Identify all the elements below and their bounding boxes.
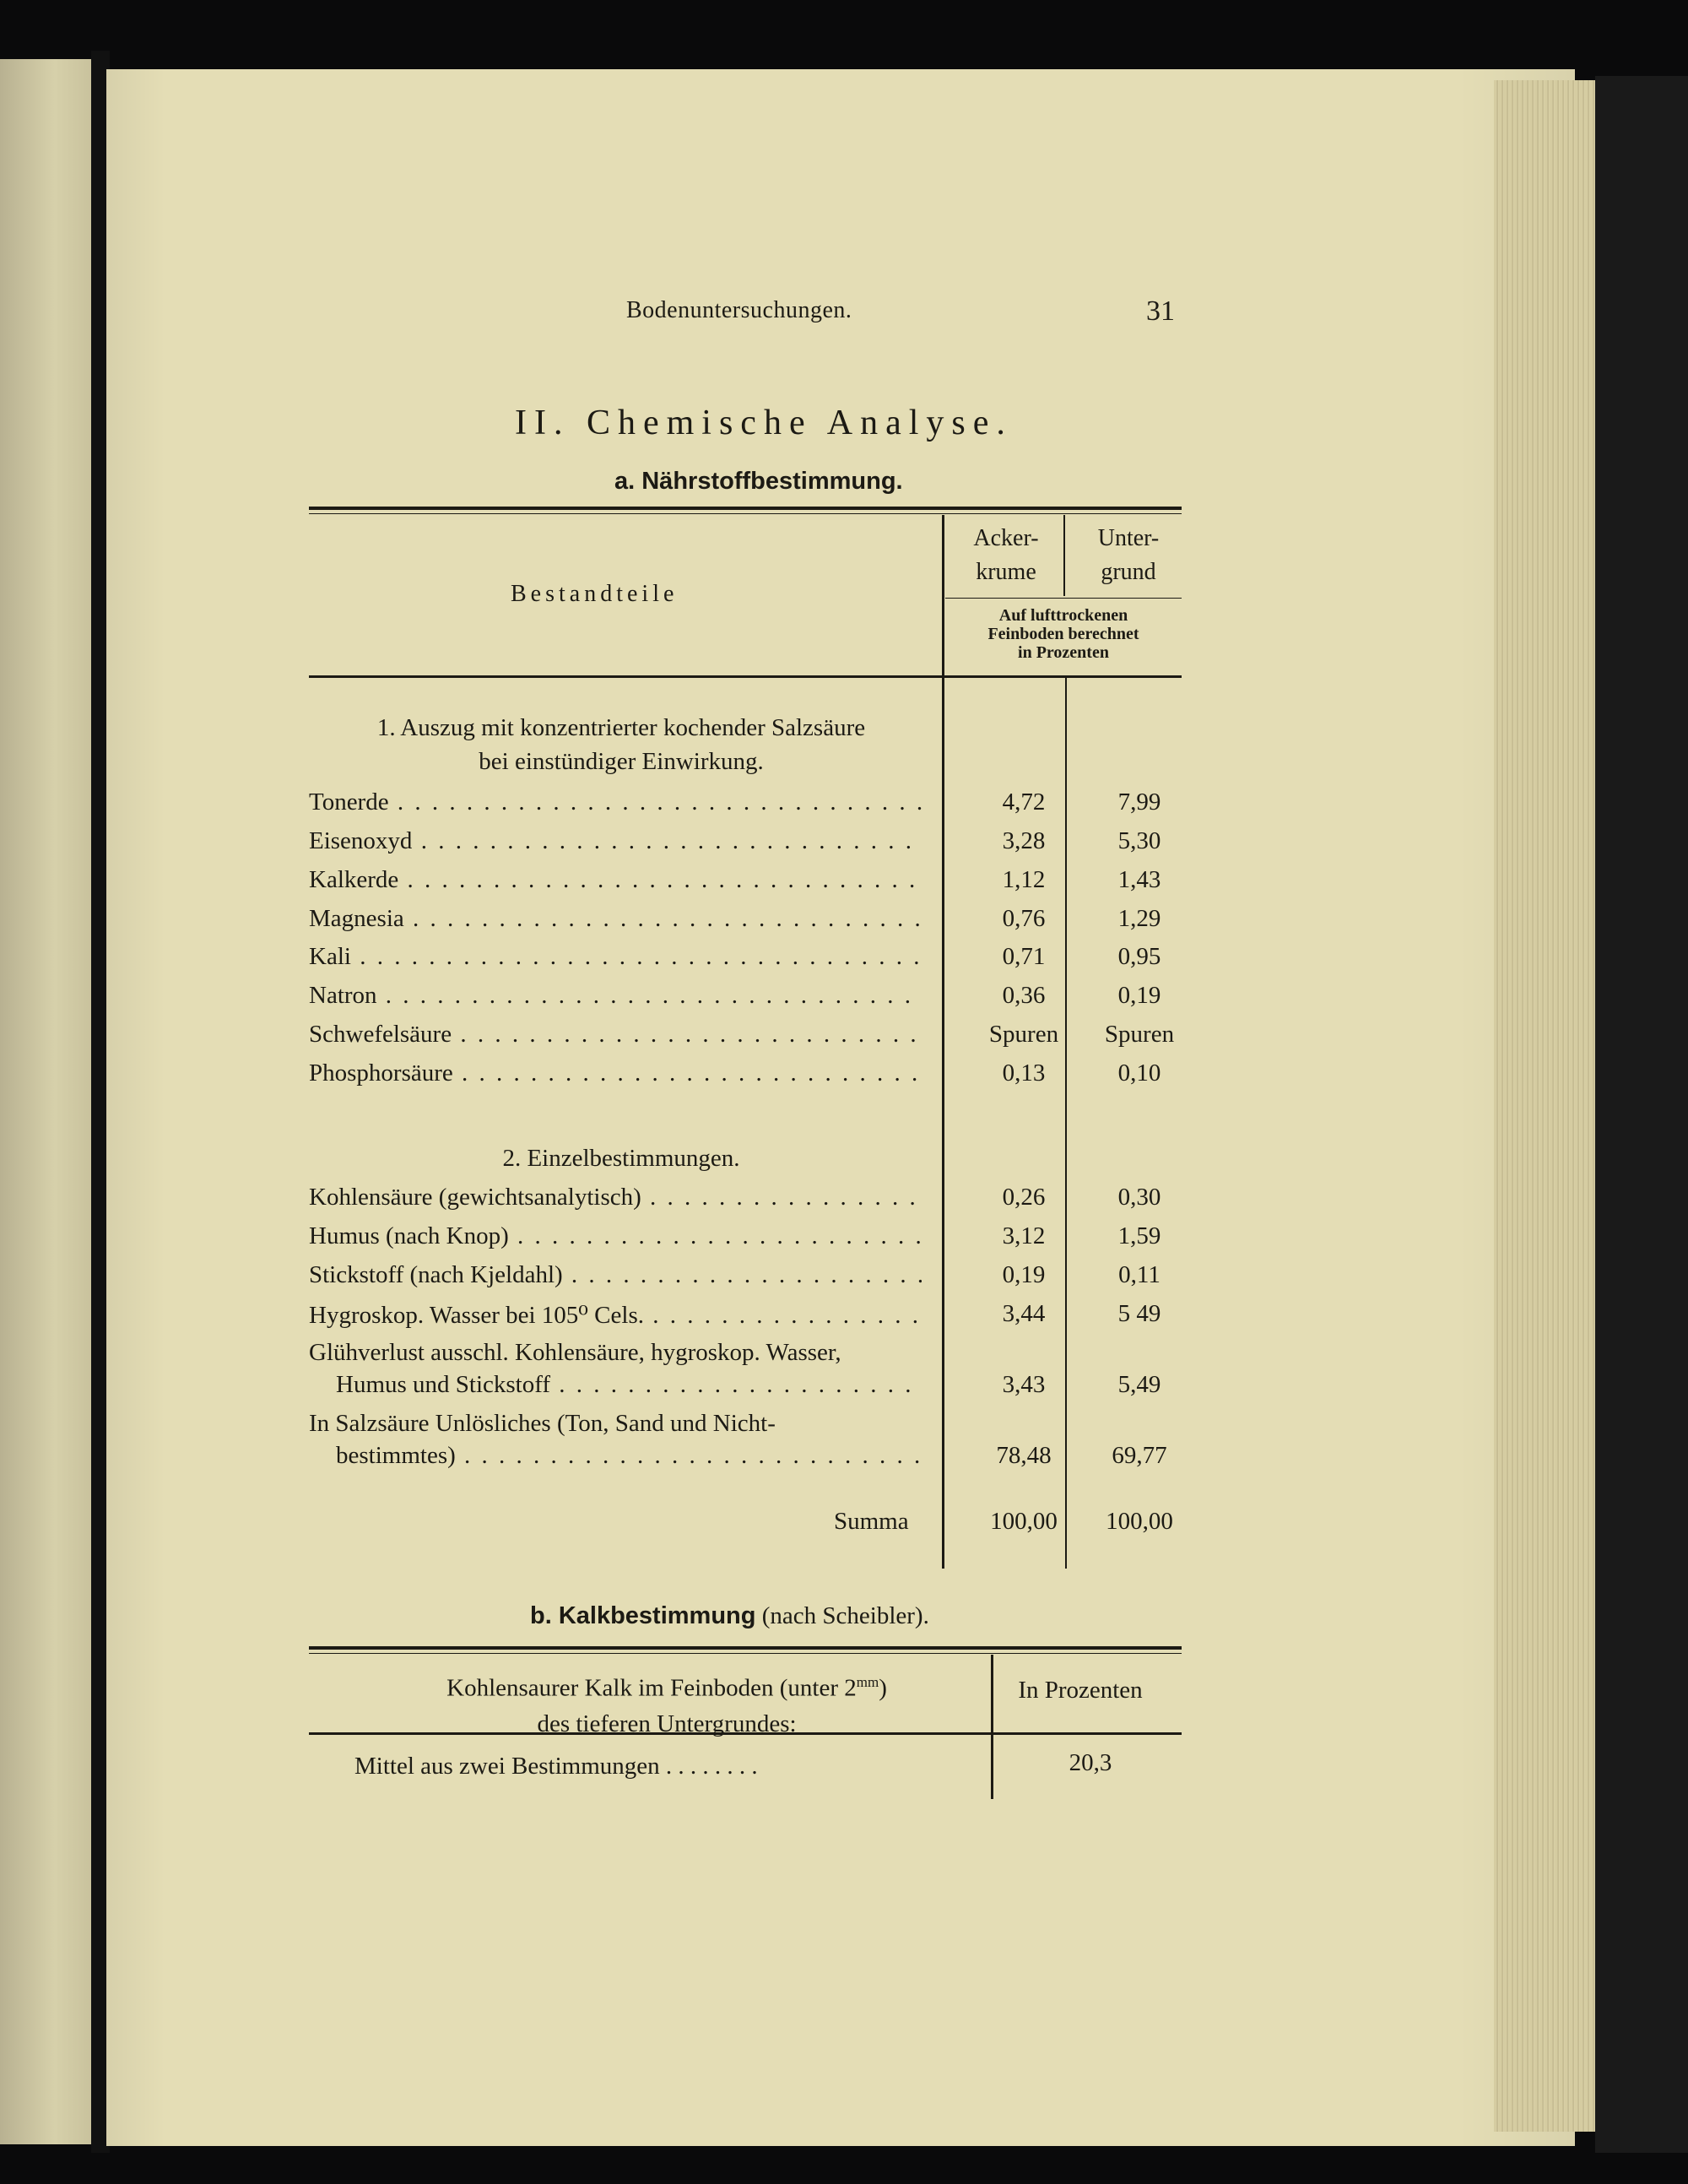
table-cell-acker: 0,71 (1002, 943, 1046, 970)
table-cell-acker: 3,28 (1002, 827, 1046, 854)
table-b-description-line2: des tieferen Untergrundes: (537, 1710, 797, 1737)
header-bestandteile: Bestandteile (511, 581, 679, 607)
header-ackerkrume-line1: Acker- (973, 525, 1039, 551)
table-cell-unter: Spuren (1104, 1021, 1175, 1048)
table-b-col-divider-body (991, 1735, 993, 1799)
desc-sup: mm (856, 1674, 879, 1690)
table-cell-acker: 0,76 (1002, 905, 1046, 932)
table-cell-unter: 1,29 (1117, 905, 1161, 932)
table-b-top-rule (309, 1646, 1182, 1650)
table-cell-unter: 69,77 (1112, 1442, 1167, 1469)
running-header: Bodenuntersuchungen. (626, 297, 852, 323)
table-cell-acker: 3,44 (1002, 1300, 1046, 1327)
table-cell-acker: 0,13 (1002, 1059, 1046, 1087)
table-row-label: Magnesia . . . (309, 905, 922, 933)
header-ackerkrume (943, 522, 1069, 589)
table-b-top-rule-thin (309, 1653, 1182, 1654)
section1-heading-line2: bei einstündiger Einwirkung. (479, 748, 764, 775)
left-page-edge (0, 59, 91, 2144)
table-row-label: Hygroskop. Wasser bei 105⁰ Cels. . . . (309, 1300, 922, 1330)
table-row-label-line1: Glühverlust ausschl. Kohlensäure, hygroskop. Wasser, (309, 1339, 841, 1366)
table-cell-unter: 5,30 (1117, 827, 1161, 854)
table-b-col-divider (991, 1655, 993, 1732)
table-row-label: Eisenoxyd . . . (309, 827, 922, 855)
table-row-label: Kalkerde . . . (309, 866, 922, 894)
table-row-label: Natron . . . (309, 982, 922, 1010)
table-b-unit: In Prozenten (1018, 1677, 1143, 1704)
table-cell-unter: 0,95 (1117, 943, 1161, 970)
table-cell-unter: 5 49 (1117, 1300, 1161, 1327)
table-cell-unter: 1,43 (1117, 866, 1161, 893)
table-b-description-line1 (371, 1665, 962, 1706)
unit-note-line3: in Prozenten (1018, 643, 1109, 662)
table-cell-unter: 0,10 (1117, 1059, 1161, 1087)
header-untergrund-line1: Unter- (1097, 525, 1160, 551)
part-a-title: a. Nährstoffbestimmung. (614, 468, 903, 495)
header-ackerkrume-line2: krume (976, 559, 1036, 585)
table-cell-acker: 4,72 (1002, 789, 1046, 816)
table-cell-acker: 3,12 (1002, 1222, 1046, 1249)
table-cell-unter: 5,49 (1117, 1371, 1161, 1398)
table-row-label: Humus und Stickstoff . . . (336, 1371, 922, 1399)
desc-text: Kohlensaurer Kalk im Feinboden (unter 2 (446, 1674, 857, 1702)
section-title: II. Chemische Analyse. (515, 404, 1013, 442)
col-divider-1 (942, 515, 944, 1569)
table-row-label: Tonerde . . . (309, 789, 922, 816)
table-cell-unter: 0,19 (1117, 982, 1161, 1009)
header-untergrund (1065, 522, 1192, 589)
header-untergrund-line2: grund (1101, 559, 1156, 585)
table-cell-acker: 0,26 (1002, 1184, 1046, 1211)
section2-heading: 2. Einzelbestimmungen. (502, 1145, 740, 1172)
part-b-title-bold: b. Kalkbestimmung (530, 1602, 756, 1629)
desc-text-end: ) (879, 1674, 887, 1702)
table-row-label: Stickstoff (nach Kjeldahl) . . . (309, 1261, 922, 1289)
summa-label: Summa (834, 1508, 909, 1535)
summa-acker: 100,00 (990, 1508, 1058, 1535)
part-b-title-rest: (nach Scheibler). (761, 1602, 929, 1629)
table-cell-acker: 1,12 (1002, 866, 1046, 893)
header-unit-note (945, 606, 1182, 662)
table-row-label: Kali . . . (309, 943, 922, 971)
table-b-description (371, 1665, 962, 1742)
table-cell-acker: Spuren (988, 1021, 1059, 1048)
table-row-label: Humus (nach Knop) . . . (309, 1222, 922, 1250)
table-cell-acker: 78,48 (996, 1442, 1052, 1469)
table-cell-unter: 1,59 (1117, 1222, 1161, 1249)
table-a-header-rule (309, 675, 1182, 678)
table-a-top-rule (309, 507, 1182, 510)
book-cover (1595, 76, 1688, 2153)
page-edges (1494, 80, 1595, 2132)
table-cell-acker: 0,36 (1002, 982, 1046, 1009)
table-row-label: Kohlensäure (gewichtsanalytisch) . . . (309, 1184, 922, 1211)
part-b-title (530, 1602, 929, 1630)
table-a-top-rule-thin (309, 513, 1182, 514)
table-b-row-value: 20,3 (1069, 1749, 1112, 1776)
table-row-label: bestimmtes) . . . (336, 1442, 922, 1470)
table-b-row-label: Mittel aus zwei Bestimmungen . . . . . . . . (354, 1753, 758, 1780)
unit-note-line1: Auf lufttrockenen (998, 606, 1128, 625)
table-cell-acker: 3,43 (1002, 1371, 1046, 1398)
table-cell-unter: 7,99 (1117, 789, 1161, 816)
table-row-label: Schwefelsäure . . . (309, 1021, 922, 1049)
book-page (106, 69, 1575, 2146)
table-cell-acker: 0,19 (1002, 1261, 1046, 1288)
table-cell-unter: 0,11 (1118, 1261, 1160, 1288)
page-number: 31 (1146, 295, 1175, 327)
unit-note-line2: Feinboden berechnet (987, 625, 1139, 643)
table-cell-unter: 0,30 (1117, 1184, 1161, 1211)
unit-divider (945, 598, 1182, 599)
table-row-label: Phosphorsäure . . . (309, 1059, 922, 1087)
summa-unter: 100,00 (1106, 1508, 1173, 1535)
section1-heading-line1: 1. Auszug mit konzentrierter kochender Salzsäure (376, 714, 866, 741)
section1-heading (309, 711, 933, 778)
table-row-label-line1: In Salzsäure Unlösliches (Ton, Sand und Nicht- (309, 1410, 776, 1437)
